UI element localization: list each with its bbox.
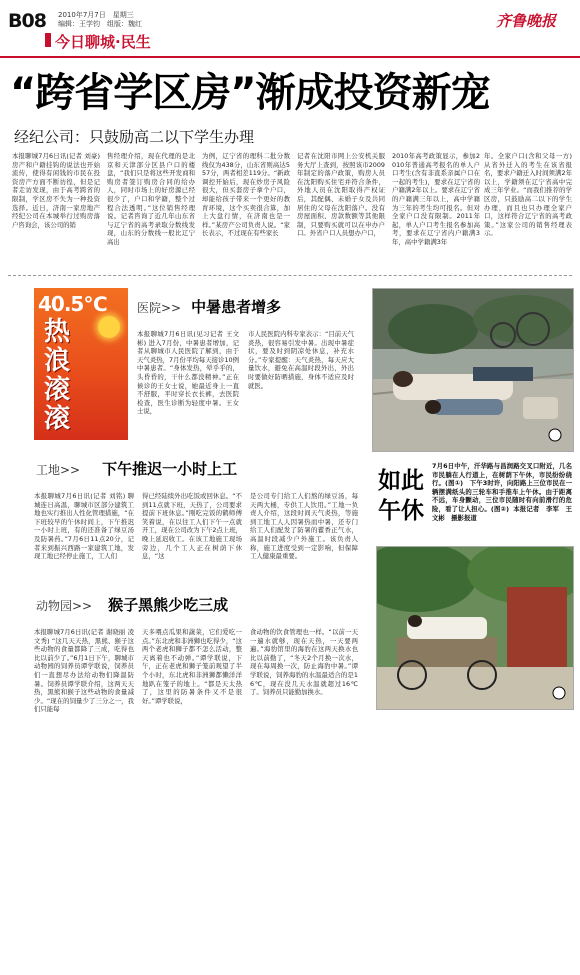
headline: “跨省学区房”渐成投资新宠 — [10, 70, 490, 116]
brand-logo: 齐鲁晚报 — [496, 12, 557, 30]
editors-line: 编辑：王学钧 组版：魏红 — [58, 20, 142, 28]
lead-column-1: 本报聊城7月6日讯(记者 刘豪) 房产和户籍挂钩的说法也开始流传，使得有闲钱的市民在投资房产方面不断彷徨，但是记者走访发现，由于高考跨省的限制，学区房不失为一种投资选择。近日，济南一家房地产经纪公司在本城举行过购房落户咨询会，该公司的销 — [12, 152, 100, 229]
lead-column-5: 2010年高考政策显示，参加2010年普通高考报名的单人户口考生(含有非直系亲属户口在一起的考生)，要求在辽宁省的户籍满2年以上。要求在辽宁省的户籍满三年以上，高中学籍为三年的考生均可报名。但对全家户口没有限制。2011年起，单人户口考生报名参加高考，要求在辽宁省内户籍满3年，高中学籍满3年 — [392, 152, 480, 246]
badge-char-4: 滚 — [44, 404, 71, 434]
hospital-heading — [137, 296, 281, 317]
zoo-label: 动物园>> — [36, 599, 93, 613]
hospital-label: 医院>> — [137, 301, 182, 315]
page-number: B08 — [8, 10, 46, 32]
lead-column-6: 年。全家户口(含和父母一方)从省外迁入的考生在该省报名，要求户籍迁入时间须满2年以上，学籍须在辽宁省高中完成三年学业。“而我们推荐的学区房，只鼓励高二以下的学生办理，而且也只办理全家户口，这样符合辽宁省的高考政策。”这家公司的销售经理表示。 — [484, 152, 572, 238]
worksite-label: 工地>> — [36, 463, 81, 477]
heat-badge — [34, 288, 128, 440]
worksite-column-1: 本报聊城7月6日讯(记者 刘铭) 聊城连日高温，聊城市区部分建筑工地也实行推出人性化管理措施，“在下班较早的午休时间上，下午推迟一小时上班，有的还准备了绿豆汤及防暑药。”7月6日11点20分，记者来到振兴西路一家建筑工地，发现工地已经停止施工，工人们 — [34, 492, 134, 561]
photo-credit: 本报记者 李军 王文彬 摄影报道 — [432, 504, 572, 522]
zoo-heading — [36, 594, 228, 615]
photo-nap-sidewalk — [372, 288, 574, 452]
hospital-title: 中暑患者增多 — [191, 298, 282, 316]
section-marker — [45, 33, 51, 47]
badge-char-2: 浪 — [44, 346, 71, 376]
worksite-column-2: 得已经陆续外出吃饭或回休息。“不到11点就下班，天热了，公司要求提前下班休息。”刚吃完饭的鹤师傅笑着说，在以往工人们下午一点就开工，现在公司改为下午2点上班，晚上延迟收工。在该工地施工现场旁边，几个工人正在树荫下休息，“这 — [142, 492, 242, 561]
photo-caption-text — [432, 462, 572, 532]
zoo-title: 猴子黑熊少吃三成 — [108, 596, 229, 614]
header-rule — [0, 56, 580, 58]
worksite-title: 下午推迟一小时上工 — [102, 460, 238, 478]
photo-nap-cart — [376, 546, 574, 710]
issue-date: 2010年7月7日 星期三 — [58, 11, 134, 19]
zoo-column-3: 食动物的饮食管理也一样。“以前一天一遍水就够，现在天热，一天要两遍。”海豹馆里的海豹在这两天换水也比以前勤了，“冬天2个月换一次水，现在每周换一次，防止海豹中暑。”谭学联说，饲养海豹的水温最适合的是16℃，现在没几天水温就超过16℃了。饲养员只能勤加换水。 — [250, 628, 358, 697]
hospital-column-2: 市人民医院内科专家表示：“目前天气炎热，很容易引发中暑。出现中暑症状，要及时到阴凉处休息，补充水分。”专家提醒：天气炎热，每天应大量饮水，避免在高温时段外出，外出时要做好防晒措施，身体不适应及时就医。 — [248, 330, 354, 390]
badge-char-3: 滚 — [44, 375, 71, 405]
photo-caption-title: 如此午休 — [378, 468, 424, 524]
lead-column-2: 售经理介绍，现在代理的是北京和天津部分区县户口的楼盘，“我们只是将这些开发商和购房者签订购房合同的给办人，同时市场上的好房源已经很少了，户口和学籍，整个过程合法透明。”这位销售经理说。记者咨询了近几年山东省与辽宁省的高考录取分数线发现，山东的分数线一般比辽宁高出 — [107, 152, 195, 246]
page-header — [0, 0, 580, 58]
worksite-column-3: 是公司专门给工人们熬的绿豆汤，每天两大桶，专供工人饮用。”工地一负责人介绍，这段时间天气炎热，等施到工地工人人因暑热而中暑，还专门给工人们配发了防暑的藿香正气水，高温时段减少户外施工。该负责人称，施工进度受到一定影响，但保障工人健康最重要。 — [250, 492, 358, 561]
sun-icon — [98, 316, 120, 338]
photo-nap-sidewalk-image — [373, 289, 573, 451]
zoo-column-1: 本报聊城7月6日讯(记者 谢晓丽 凌文秀) “这几天天热，黑熊、猴子这些动物的食量都降了三成，吃得也比以前少了。”6月1日下午，聊城市动物园的饲养员谭学联说，饲养员们一直想尽办法给动物们降温防暑。饲养员谭学联介绍，这两天天热，黑熊和猴子这些动物的食量减少。“现在的饲量少了三分之一，我们只能每 — [34, 628, 134, 714]
lead-column-4: 记者在沈阳市网上公安机关服务大厅上查到，按照该市2009年制定的落户政策，购房人员在沈阳购买住宅并符合条件，外地人员在沈阳取得产权证后，其配偶、未婚子女及共同居住的父母在沈阳落户。没有房屋面积、房款数额等其他限制，只要购买就可以在申办户口。外省户口人员想办户口， — [297, 152, 385, 238]
photo-caption-body: 7月6日中午，汗华路与昌润路交叉口附近，几名市民躺在人行道上，在树荫下午休，市民纷纷绕行。(图①) 下午3时许，向阳路上三位市民在一辆摆满纸头的三轮车和手推车上午休。由于距离不远，车身颤动，三位市民随时有向前滑行的危险，看了让人担心。(图②) — [432, 462, 572, 513]
hospital-column-1: 本报聊城7月6日讯(见习记者 王文彬) 进入7月份，中暑患者增加，记者从聊城市人民医院了解到，由于天气炎热，7月份平均每天接诊10例中暑患者。“身体发热，晕乎乎的，头昏昏的，干什么都没精神。”正在候诊的王女士说，她最近身上一直不舒服，平时穿长衣长裤，去医院检查，医生诊断为轻度中暑。王女士说， — [137, 330, 239, 416]
lead-column-3: 为例，辽宁省的理科二批分数线仅为438分，山东省则高达557分，两者相差119分。“新政调控开始后，现在炒房子风险很大，但买套房子拿个户口，却能给孩子带来一个更好的教育环境，这个买卖很合算，加上大盘行情，在济南也是一样。”某房产公司负责人说。“家长表示，不过现在有些家长 — [202, 152, 290, 238]
section-divider — [8, 275, 572, 276]
heat-temperature: 40.5℃ — [38, 292, 107, 316]
zoo-column-2: 天多喂点瓜果和蔬菜，它们爱吃一点。”东北虎和非洲狮也吃得少，“这两个老虎和狮子都不怎么活动，整天离着也不动弹。”谭学联说，下午，正在老虎和狮子笼前观望了半个小时，东北虎和非洲狮都懒洋洋地趴在笼子的地上。“都是天太热了，这里的防暑条件又不是很好。”谭学联说， — [142, 628, 242, 705]
photo-nap-cart-image — [377, 547, 573, 709]
subheadline: 经纪公司：只鼓励高二以下学生办理 — [14, 128, 255, 146]
badge-char-1: 热 — [44, 317, 71, 347]
section-name: 今日聊城·民生 — [55, 33, 151, 51]
worksite-heading — [36, 458, 237, 479]
